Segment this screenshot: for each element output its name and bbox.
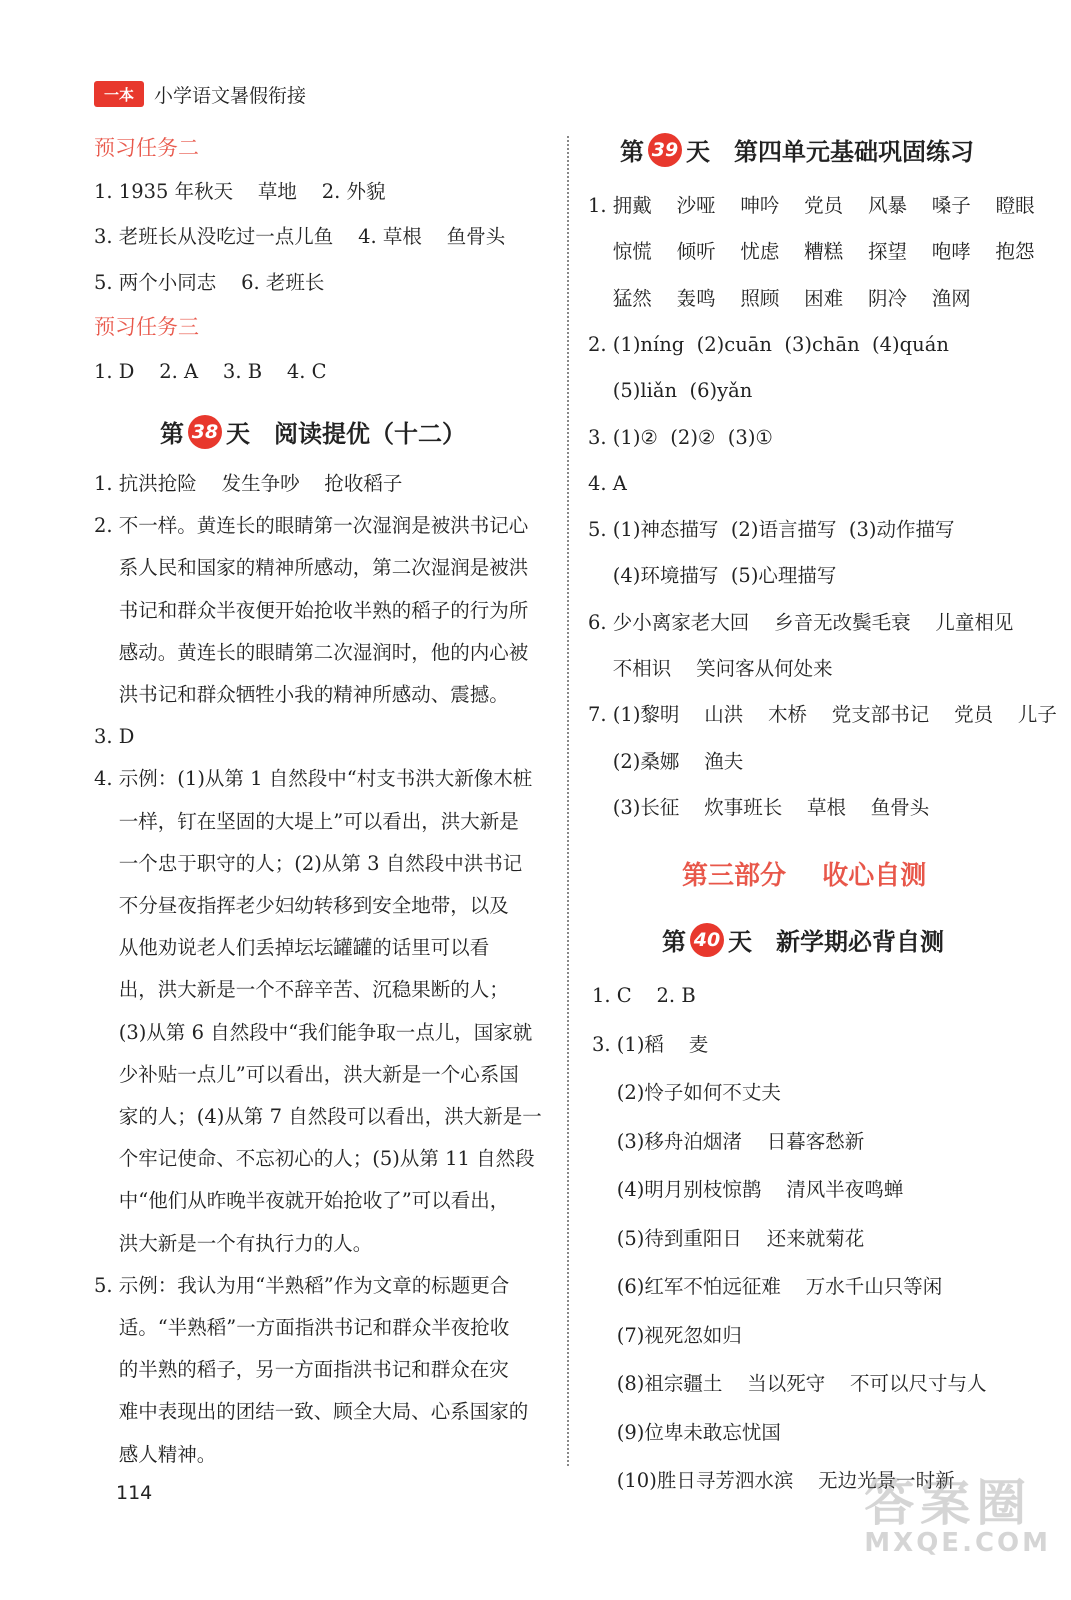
answer-line: (3)移舟泊烟渚 日暮客愁新 [592, 1129, 865, 1153]
answer-line: (3)长征 炊事班长 草根 鱼骨头 [588, 795, 930, 819]
task3-title: 预习任务三 [94, 315, 199, 339]
day40-heading [662, 922, 944, 957]
answer-line: 从他劝说老人们丢掉坛坛罐罐的话里可以看 [94, 936, 490, 960]
answer-line: 1. 拥戴 沙哑 呻吟 党员 风暴 嗓子 瞪眼 [588, 194, 1035, 217]
answer-line: (8)祖宗疆土 当以死守 不可以尺寸与人 [592, 1372, 987, 1395]
task2-line: 3. 老班长从没吃过一点儿鱼 4. 草根 鱼骨头 [94, 225, 506, 248]
day-prefix: 第 [620, 138, 644, 166]
answer-line: (2)怜子如何不丈夫 [592, 1081, 781, 1104]
day-title: 新学期必背自测 [776, 928, 944, 956]
task2-line: 5. 两个小同志 6. 老班长 [94, 271, 325, 294]
answer-line: 感人精神。 [94, 1442, 217, 1466]
answer-line: 2. 不一样。黄连长的眼睛第一次湿润是被洪书记心 [94, 514, 529, 538]
day-prefix: 第 [160, 420, 184, 448]
answer-line: (3)从第 6 自然段中“我们能争取一点儿，国家就 [94, 1020, 533, 1044]
task3-line: 1. D 2. A 3. B 4. C [94, 360, 327, 383]
page-number: 114 [116, 1482, 153, 1504]
day-number-badge: 38 [188, 415, 222, 449]
answer-line: 的半熟的稻子，另一方面指洪书记和群众在灾 [94, 1358, 509, 1382]
answer-line: 感动。黄连长的眼睛第二次湿润时，他的内心被 [94, 640, 529, 664]
answer-line: 7. (1)黎明 山洪 木桥 党支部书记 党员 儿子 [588, 703, 1057, 727]
day38-heading [160, 414, 466, 449]
answer-line: 书记和群众半夜便开始抢收半熟的稻子的行为所 [94, 598, 529, 622]
part3-heading: 第三部分 收心自测 [682, 861, 927, 891]
answer-line: 1. 抗洪抢险 发生争吵 抢收稻子 [94, 472, 403, 495]
answer-line: 一个忠于职守的人；(2)从第 3 自然段中洪书记 [94, 851, 523, 875]
day-suffix: 天 [226, 420, 250, 448]
day-prefix: 第 [662, 928, 686, 956]
day-suffix: 天 [686, 138, 710, 166]
answer-line: (9)位卑未敢忘忧国 [592, 1420, 781, 1444]
answer-line: 适。“半熟稻”一方面指洪书记和群众半夜抢收 [94, 1316, 510, 1339]
answer-line: 3. (1)② (2)② (3)① [588, 425, 773, 449]
answer-line: 洪大新是一个有执行力的人。 [94, 1231, 373, 1255]
answer-line: 2. (1)níng (2)cuān (3)chān (4)quán [588, 332, 949, 356]
answer-line: 5. 示例：我认为用“半熟稻”作为文章的标题更合 [94, 1273, 510, 1297]
answer-line: 少补贴一点儿”可以看出，洪大新是一个心系国 [94, 1062, 519, 1086]
day-title: 第四单元基础巩固练习 [734, 138, 974, 166]
answer-line: (2)桑娜 渔夫 [588, 749, 744, 773]
answer-line: (7)视死忽如归 [592, 1323, 742, 1347]
day-suffix: 天 [728, 928, 752, 956]
answer-line: 难中表现出的团结一致、顾全大局、心系国家的 [94, 1400, 529, 1424]
answer-line: 惊慌 倾听 忧虑 糟糕 探望 咆哮 抱怨 [588, 240, 1035, 264]
day-number-badge: 40 [690, 923, 724, 957]
answer-line: 洪书记和群众牺牲小我的精神所感动、震撼。 [94, 683, 509, 706]
answer-line: 系人民和国家的精神所感动，第二次湿润是被洪 [94, 556, 529, 580]
day39-heading [620, 132, 974, 167]
day-number-badge: 39 [648, 133, 682, 167]
answer-line: 不分昼夜指挥老少妇幼转移到安全地带，以及 [94, 894, 509, 917]
answer-line: (4)明月别枝惊鹊 清风半夜鸣蝉 [592, 1178, 904, 1201]
watermark-logo [864, 1474, 1051, 1558]
answer-line: 3. D [94, 725, 135, 749]
answer-line: 个牢记使命、不忘初心的人；(5)从第 11 自然段 [94, 1147, 535, 1171]
answer-line: 6. 少小离家老大回 乡音无改鬓毛衰 儿童相见 [588, 610, 1014, 634]
answer-line: 不相识 笑问客从何处来 [588, 657, 833, 680]
column-divider [567, 136, 569, 1466]
answer-line: 一样，钉在坚固的大堤上”可以看出，洪大新是 [94, 809, 519, 833]
book-logo: 一本 [94, 81, 144, 107]
answer-line: 5. (1)神态描写 (2)语言描写 (3)动作描写 [588, 518, 955, 542]
answer-line: (6)红军不怕远征难 万水千山只等闲 [592, 1275, 943, 1298]
watermark-text: 答案圈 [864, 1474, 1033, 1532]
page-header [94, 76, 306, 112]
watermark-url: MXQE.COM [864, 1528, 1051, 1558]
answer-line: 4. 示例：(1)从第 1 自然段中“村支书洪大新像木桩 [94, 767, 533, 791]
answer-line: 出，洪大新是一个不辞辛苦、沉稳果断的人； [94, 978, 509, 1002]
answer-line: 猛然 轰鸣 照顾 困难 阴冷 渔网 [588, 286, 971, 310]
answer-line: 1. C 2. B [592, 984, 696, 1007]
answer-line: 3. (1)稻 麦 [592, 1032, 709, 1056]
answer-line: 4. A [588, 471, 627, 495]
answer-line: 家的人；(4)从第 7 自然段可以看出，洪大新是一 [94, 1105, 542, 1128]
task2-title: 预习任务二 [94, 136, 199, 160]
answer-line: (4)环境描写 (5)心理描写 [588, 564, 837, 588]
answer-line: 中“他们从昨晚半夜就开始抢收了”可以看出， [94, 1189, 510, 1213]
answer-line: (5)liǎn (6)yǎn [588, 379, 753, 403]
book-title: 小学语文暑假衔接 [154, 84, 307, 107]
day-title: 阅读提优（十二） [274, 420, 466, 448]
task2-line: 1. 1935 年秋天 草地 2. 外貌 [94, 180, 386, 203]
answer-line: (10)胜日寻芳泗水滨 无边光景一时新 [592, 1469, 955, 1492]
answer-line: (5)待到重阳日 还来就菊花 [592, 1226, 865, 1250]
